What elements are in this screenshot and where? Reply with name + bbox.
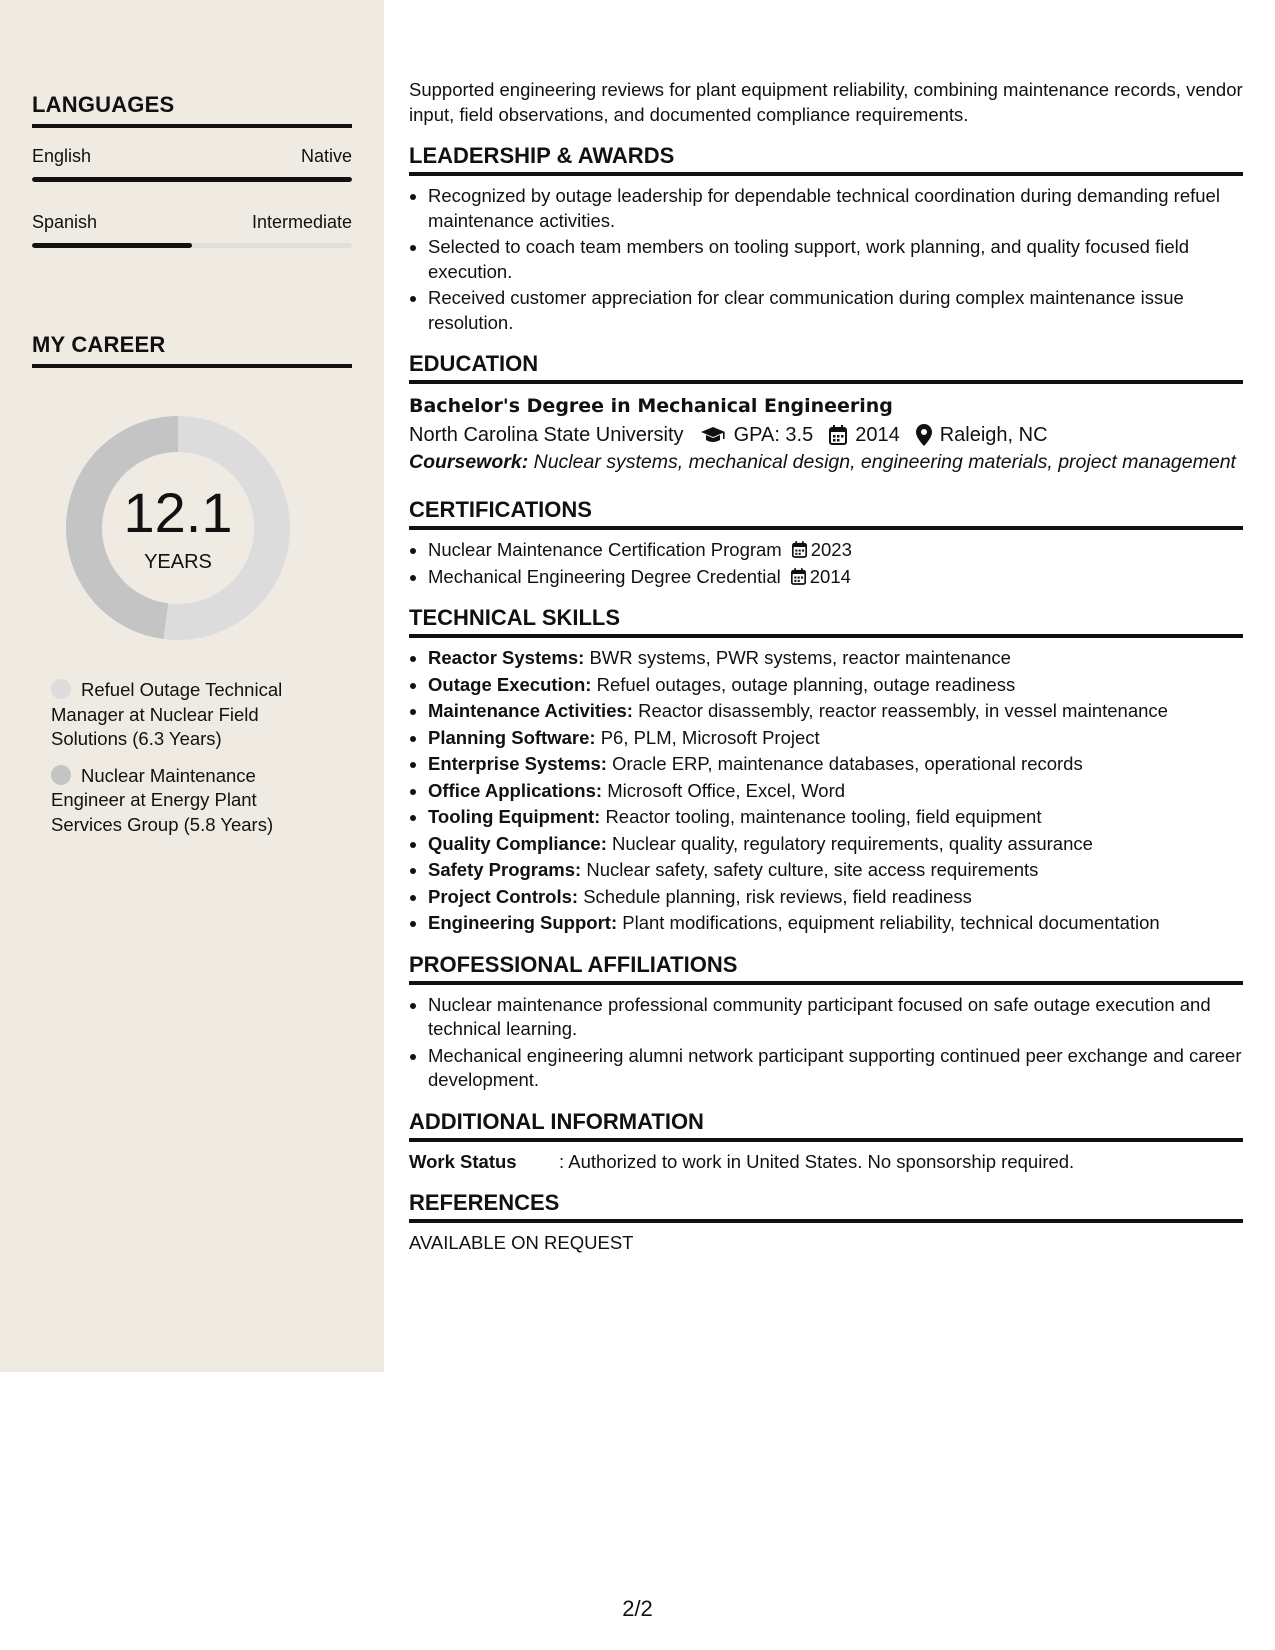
calendar-icon bbox=[792, 538, 807, 563]
education-gpa: GPA: 3.5 bbox=[733, 424, 814, 446]
languages-list bbox=[32, 146, 352, 248]
education-title: EDUCATION bbox=[409, 351, 1243, 384]
certification-name: Mechanical Engineering Degree Credential bbox=[428, 565, 781, 587]
certification-year: 2014 bbox=[809, 565, 851, 587]
skills-title: TECHNICAL SKILLS bbox=[409, 605, 1243, 638]
language-level: Native bbox=[300, 146, 352, 166]
skill-label: Maintenance Activities: bbox=[428, 700, 633, 721]
affiliations-title: PROFESSIONAL AFFILIATIONS bbox=[409, 952, 1243, 985]
skill-value: Plant modifications, equipment reliability, technical documentation bbox=[622, 912, 1160, 933]
calendar-icon bbox=[791, 565, 806, 590]
skill-label: Enterprise Systems: bbox=[428, 753, 607, 774]
career-legend-dot bbox=[51, 765, 71, 785]
languages-section bbox=[32, 92, 352, 248]
affiliation-item: • Nuclear maintenance professional community participant focused on safe outage execution and technical learning. bbox=[428, 993, 1243, 1042]
certifications-title: CERTIFICATIONS bbox=[409, 497, 1243, 530]
career-item-text: Refuel Outage Technical Manager at Nuclear Field Solutions (6.3 Years) bbox=[51, 679, 283, 749]
career-years-unit: YEARS bbox=[144, 551, 212, 573]
affiliations-list bbox=[409, 993, 1243, 1093]
skill-value: Schedule planning, risk reviews, field readiness bbox=[583, 885, 972, 907]
additional-info-title: ADDITIONAL INFORMATION bbox=[409, 1109, 1243, 1142]
sidebar bbox=[0, 0, 384, 1372]
work-status-value: : Authorized to work in United States. No sponsorship required. bbox=[559, 1150, 1075, 1172]
language-item bbox=[32, 212, 352, 248]
donut-center bbox=[63, 413, 293, 643]
intro-paragraph: Supported engineering reviews for plant equipment reliability, combining maintenance records, vendor input, field observations, and documented compliance requirements. bbox=[409, 79, 1243, 125]
certification-item bbox=[428, 538, 1243, 563]
skill-value: Nuclear safety, safety culture, site access requirements bbox=[586, 859, 1039, 880]
education-meta bbox=[409, 420, 1243, 450]
education-coursework bbox=[409, 450, 1243, 475]
language-row bbox=[32, 146, 352, 167]
skill-item bbox=[428, 779, 1243, 804]
skill-value: BWR systems, PWR systems, reactor maintenance bbox=[589, 647, 1011, 668]
certification-name: Nuclear Maintenance Certification Program bbox=[428, 539, 782, 560]
graduation-cap-icon bbox=[700, 425, 726, 445]
career-total-years: 12.1 bbox=[123, 481, 233, 544]
leadership-title: LEADERSHIP & AWARDS bbox=[409, 143, 1243, 176]
skill-label: Quality Compliance: bbox=[428, 832, 607, 854]
skill-label: Safety Programs: bbox=[428, 859, 582, 880]
skills-list bbox=[409, 646, 1243, 936]
language-item bbox=[32, 146, 352, 182]
skill-label: Office Applications: bbox=[428, 779, 603, 801]
skill-item bbox=[428, 726, 1243, 751]
education-year: 2014 bbox=[855, 424, 900, 446]
language-level-fill bbox=[32, 177, 352, 182]
language-name: Spanish bbox=[32, 212, 98, 232]
language-level-bar bbox=[32, 243, 352, 248]
skill-item bbox=[428, 699, 1243, 724]
certification-date bbox=[791, 565, 851, 590]
skill-item bbox=[428, 911, 1243, 936]
leadership-item: • Recognized by outage leadership for dependable technical coordination during demanding refuel maintenance activities. bbox=[428, 184, 1243, 233]
page-number: 2/2 bbox=[622, 1596, 653, 1621]
certifications-list bbox=[409, 538, 1243, 589]
career-title: MY CAREER bbox=[32, 332, 352, 368]
leadership-item: • Selected to coach team members on tooling support, work planning, and quality focused field execution. bbox=[428, 235, 1243, 284]
skill-label: Tooling Equipment: bbox=[428, 806, 601, 827]
skill-label: Project Controls: bbox=[428, 885, 579, 907]
career-legend-dot bbox=[51, 679, 71, 699]
language-level-fill bbox=[32, 243, 192, 248]
language-row bbox=[32, 212, 352, 233]
references-title: REFERENCES bbox=[409, 1190, 1243, 1223]
education-location: Raleigh, NC bbox=[939, 424, 1048, 446]
skill-value: Oracle ERP, maintenance databases, operational records bbox=[612, 753, 1083, 774]
skill-item bbox=[428, 673, 1243, 698]
skill-item bbox=[428, 752, 1243, 777]
skill-item bbox=[428, 858, 1243, 883]
skill-value: Reactor tooling, maintenance tooling, field equipment bbox=[605, 806, 1042, 827]
language-level: Intermediate bbox=[251, 212, 352, 232]
skill-label: Planning Software: bbox=[428, 726, 596, 748]
education-school: North Carolina State University bbox=[409, 424, 684, 446]
main-content bbox=[409, 78, 1243, 1255]
leadership-item: • Received customer appreciation for clear communication during complex maintenance issue resolution. bbox=[428, 286, 1243, 335]
language-name: English bbox=[32, 146, 92, 166]
skill-label: Engineering Support: bbox=[428, 912, 618, 933]
work-status-row bbox=[409, 1150, 1243, 1174]
map-pin-icon bbox=[916, 424, 932, 446]
skill-value: P6, PLM, Microsoft Project bbox=[600, 726, 820, 748]
references-text: AVAILABLE ON REQUEST bbox=[409, 1231, 634, 1253]
career-item-text: Nuclear Maintenance Engineer at Energy Plant Services Group (5.8 Years) bbox=[51, 764, 274, 835]
skill-label: Outage Execution: bbox=[428, 673, 592, 695]
skill-item bbox=[428, 805, 1243, 830]
skill-item bbox=[428, 885, 1243, 910]
language-level-bar bbox=[32, 177, 352, 182]
coursework-label: Coursework: bbox=[409, 451, 529, 473]
career-donut-chart bbox=[63, 413, 293, 643]
career-list bbox=[51, 678, 311, 849]
skill-value: Refuel outages, outage planning, outage readiness bbox=[596, 673, 1016, 695]
skill-value: Reactor disassembly, reactor reassembly, in vessel maintenance bbox=[638, 700, 1168, 721]
education-entry bbox=[409, 392, 1243, 475]
career-section bbox=[32, 332, 352, 368]
career-item bbox=[51, 678, 311, 752]
skill-item bbox=[428, 832, 1243, 857]
skill-value: Microsoft Office, Excel, Word bbox=[607, 779, 846, 801]
leadership-list bbox=[409, 184, 1243, 335]
coursework-text: Nuclear systems, mechanical design, engineering materials, project management bbox=[533, 451, 1236, 473]
affiliation-item: • Mechanical engineering alumni network participant supporting continued peer exchange and career development. bbox=[428, 1044, 1243, 1093]
skill-label: Reactor Systems: bbox=[428, 647, 585, 668]
work-status-label: Work Status bbox=[409, 1150, 517, 1172]
skill-value: Nuclear quality, regulatory requirements, quality assurance bbox=[612, 832, 1093, 854]
certification-year: 2023 bbox=[810, 539, 852, 560]
languages-title: LANGUAGES bbox=[32, 92, 352, 128]
certification-item bbox=[428, 565, 1243, 590]
calendar-icon bbox=[829, 425, 847, 445]
skill-item bbox=[428, 646, 1243, 671]
career-item bbox=[51, 764, 311, 838]
education-degree: Bachelor's Degree in Mechanical Engineering bbox=[409, 395, 893, 417]
certification-date bbox=[792, 538, 852, 563]
